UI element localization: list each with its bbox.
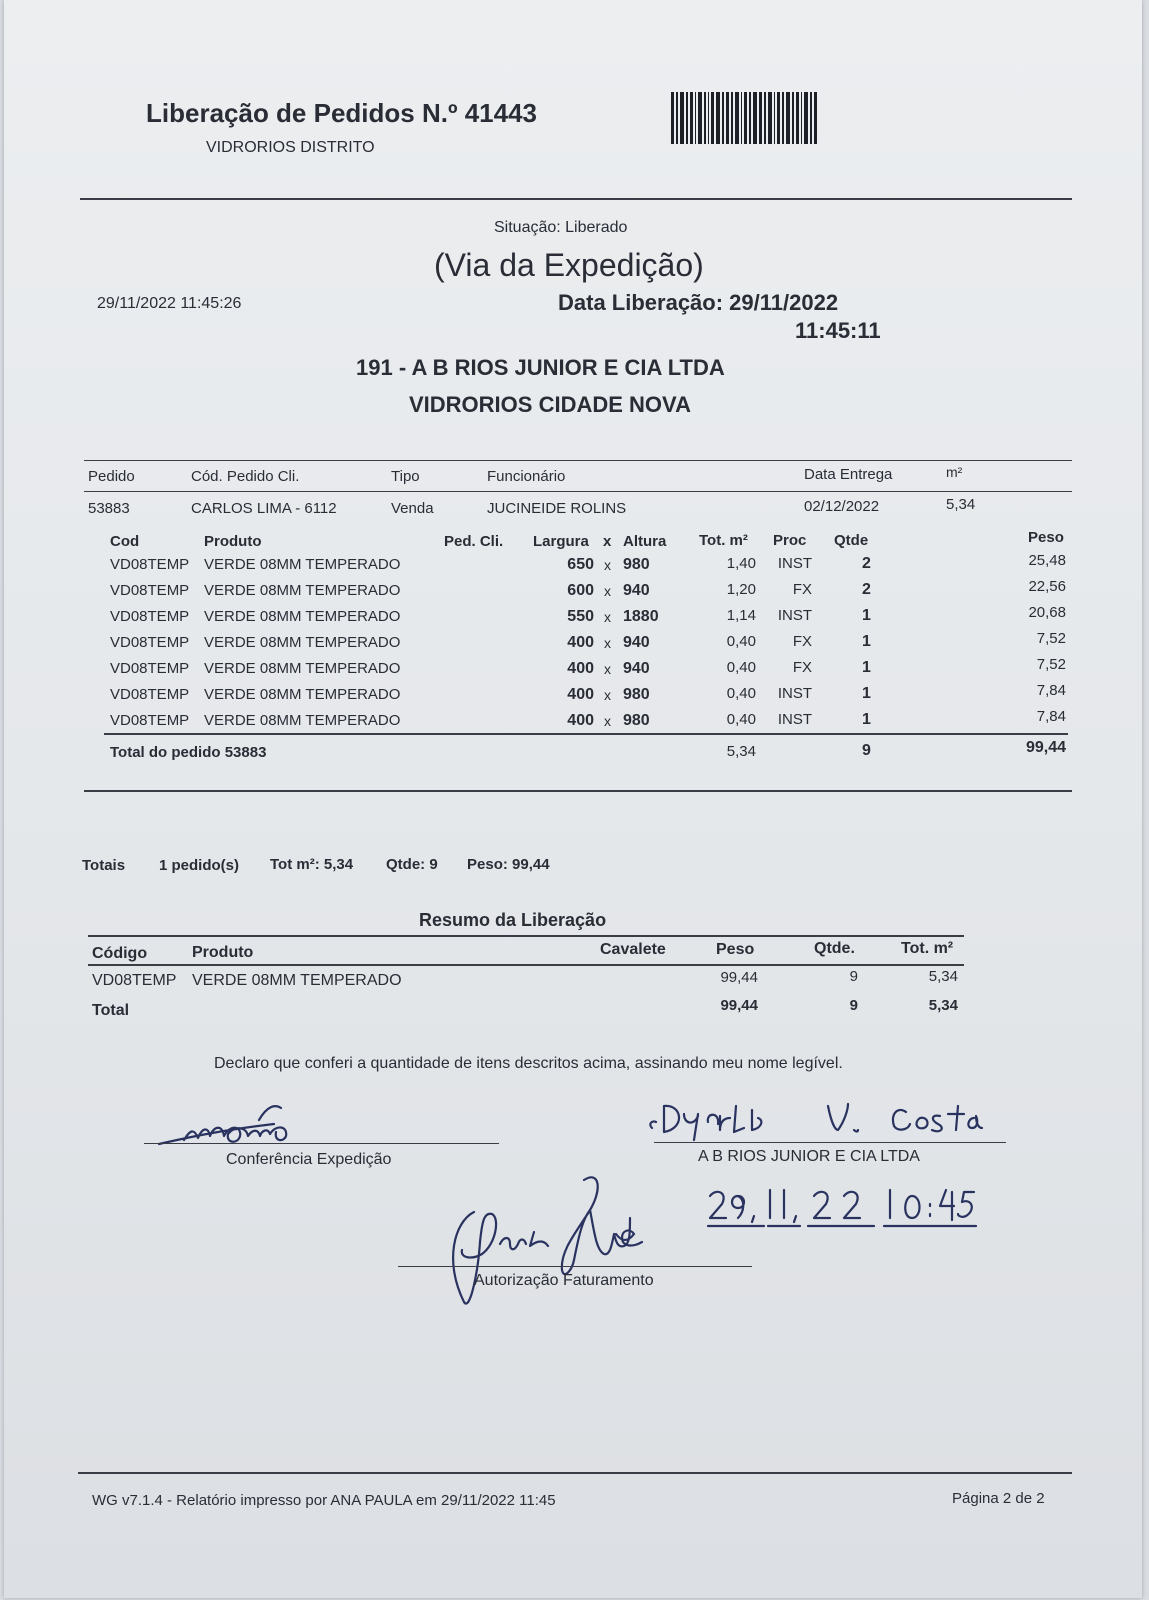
autorizacao-signature-line	[398, 1266, 752, 1267]
item-peso: 22,56	[1028, 578, 1066, 595]
item-largura: 400	[567, 686, 594, 703]
order-header-rule	[84, 491, 1072, 492]
via-title: (Via da Expedição)	[434, 247, 704, 283]
items-total-rule	[104, 733, 1068, 735]
item-proc: INST	[777, 607, 812, 624]
order-table-top-rule	[84, 460, 1072, 461]
item-x: x	[604, 609, 611, 625]
item-altura: 940	[623, 660, 650, 677]
footer-page-number: Página 2 de 2	[952, 1490, 1045, 1507]
item-altura: 980	[623, 556, 650, 573]
col-header-data-entrega: Data Entrega	[804, 466, 893, 483]
data-liberacao-time: 11:45:11	[795, 318, 881, 343]
col-header-cod-pedido-cli: Cód. Pedido Cli.	[191, 468, 300, 485]
conferencia-label: Conferência Expedição	[226, 1151, 392, 1168]
document-page	[4, 0, 1142, 1598]
item-cod: VD08TEMP	[110, 660, 190, 677]
items-total-label: Total do pedido 53883	[110, 744, 267, 761]
item-cod: VD08TEMP	[110, 634, 190, 651]
item-produto: VERDE 08MM TEMPERADO	[204, 686, 401, 703]
items-section-bottom-rule	[84, 790, 1072, 792]
items-header-tot-m2: Tot. m²	[699, 532, 748, 549]
item-qtde: 2	[862, 555, 871, 572]
item-produto: VERDE 08MM TEMPERADO	[204, 608, 401, 625]
item-largura: 400	[567, 634, 594, 651]
summary-row-tot-m2: 5,34	[928, 968, 958, 985]
item-altura: 1880	[623, 608, 659, 625]
item-tot-m2: 1,20	[726, 581, 756, 598]
item-qtde: 1	[862, 633, 871, 650]
item-altura: 940	[623, 634, 650, 651]
summary-row-codigo: VD08TEMP	[92, 972, 177, 989]
item-proc: INST	[777, 711, 812, 728]
header-divider	[80, 198, 1072, 200]
item-tot-m2: 0,40	[726, 711, 756, 728]
item-largura: 400	[567, 660, 594, 677]
summary-row-produto: VERDE 08MM TEMPERADO	[192, 972, 402, 989]
item-peso: 7,84	[1036, 708, 1066, 725]
item-peso: 7,52	[1036, 630, 1066, 647]
items-header-largura: Largura	[533, 533, 589, 550]
barcode-image	[671, 92, 846, 144]
summary-top-rule	[88, 935, 964, 937]
item-tot-m2: 0,40	[726, 659, 756, 676]
item-largura: 550	[567, 608, 594, 625]
item-cod: VD08TEMP	[110, 712, 190, 729]
item-qtde: 1	[862, 607, 871, 624]
item-cod: VD08TEMP	[110, 556, 190, 573]
conferencia-signature-line	[144, 1143, 499, 1144]
item-qtde: 1	[862, 659, 871, 676]
cliente-label: A B RIOS JUNIOR E CIA LTDA	[698, 1148, 920, 1165]
summary-row-qtde: 9	[849, 968, 858, 985]
item-qtde: 1	[862, 711, 871, 728]
item-produto: VERDE 08MM TEMPERADO	[204, 660, 401, 677]
order-cod-pedido-cli: CARLOS LIMA - 6112	[191, 500, 337, 517]
item-tot-m2: 1,40	[726, 555, 756, 572]
items-header-cod: Cod	[110, 533, 140, 550]
col-header-funcionario: Funcionário	[487, 468, 566, 485]
item-x: x	[604, 713, 611, 729]
totals-pedidos: 1 pedido(s)	[159, 857, 240, 874]
item-altura: 980	[623, 712, 650, 729]
item-produto: VERDE 08MM TEMPERADO	[204, 582, 401, 599]
item-qtde: 2	[862, 581, 871, 598]
situacao-text: Situação: Liberado	[494, 219, 628, 236]
items-total-tot-m2: 5,34	[726, 743, 756, 760]
summary-header-cavalete: Cavalete	[600, 941, 666, 958]
summary-total-tot-m2: 5,34	[928, 997, 958, 1014]
item-altura: 980	[623, 686, 650, 703]
item-proc: FX	[792, 581, 812, 598]
items-total-qtde: 9	[862, 742, 871, 759]
order-data-entrega: 02/12/2022	[804, 498, 880, 515]
item-cod: VD08TEMP	[110, 582, 190, 599]
item-tot-m2: 0,40	[726, 685, 756, 702]
summary-title: Resumo da Liberação	[419, 910, 607, 930]
items-total-peso: 99,44	[1025, 739, 1066, 756]
autorizacao-signature	[434, 1170, 664, 1315]
item-peso: 7,84	[1036, 682, 1066, 699]
items-header-qtde: Qtde	[834, 532, 869, 549]
item-tot-m2: 0,40	[726, 633, 756, 650]
declaration-text: Declaro que conferi a quantidade de itens descritos acima, assinando meu nome legível.	[214, 1055, 843, 1072]
item-x: x	[604, 687, 611, 703]
summary-total-peso: 99,44	[720, 997, 758, 1014]
item-proc: INST	[777, 685, 812, 702]
col-header-tipo: Tipo	[391, 468, 420, 485]
item-largura: 650	[567, 556, 594, 573]
summary-header-produto: Produto	[192, 944, 254, 961]
item-tot-m2: 1,14	[726, 607, 756, 624]
summary-row-peso: 99,44	[720, 969, 758, 986]
document-title: Liberação de Pedidos N.º 41443	[146, 98, 537, 128]
item-cod: VD08TEMP	[110, 686, 190, 703]
col-header-m2: m²	[946, 464, 963, 480]
totals-label: Totais	[82, 857, 126, 874]
item-altura: 940	[623, 582, 650, 599]
summary-header-qtde: Qtde.	[814, 940, 855, 957]
items-header-altura: Altura	[623, 533, 667, 550]
item-x: x	[604, 661, 611, 677]
totals-tot-m2: Tot m²: 5,34	[270, 856, 354, 873]
item-x: x	[604, 635, 611, 651]
order-tipo: Venda	[391, 500, 434, 517]
autorizacao-label: Autorização Faturamento	[474, 1272, 654, 1289]
item-largura: 400	[567, 712, 594, 729]
item-x: x	[604, 557, 611, 573]
item-cod: VD08TEMP	[110, 608, 190, 625]
totals-qtde: Qtde: 9	[386, 856, 438, 873]
item-peso: 25,48	[1028, 552, 1066, 569]
footer-printed-by: WG v7.1.4 - Relatório impresso por ANA PAULA em 29/11/2022 11:45	[92, 1492, 556, 1509]
item-peso: 7,52	[1036, 656, 1066, 673]
summary-header-rule	[88, 964, 964, 966]
items-header-x: x	[603, 533, 612, 550]
order-m2: 5,34	[946, 496, 976, 513]
summary-header-peso: Peso	[716, 941, 755, 958]
items-header-proc: Proc	[773, 532, 807, 549]
company-subtitle: VIDRORIOS DISTRITO	[206, 139, 375, 156]
order-funcionario: JUCINEIDE ROLINS	[487, 500, 627, 517]
item-proc: INST	[777, 555, 812, 572]
item-qtde: 1	[862, 685, 871, 702]
item-proc: FX	[792, 633, 812, 650]
summary-total-qtde: 9	[849, 997, 858, 1014]
printed-timestamp: 29/11/2022 11:45:26	[97, 295, 242, 312]
footer-rule	[78, 1472, 1072, 1474]
cliente-signature	[644, 1092, 994, 1144]
item-produto: VERDE 08MM TEMPERADO	[204, 712, 401, 729]
summary-header-tot-m2: Tot. m²	[901, 940, 954, 957]
cliente-signature-line	[654, 1142, 1006, 1143]
client-store: VIDRORIOS CIDADE NOVA	[409, 392, 691, 417]
item-largura: 600	[567, 582, 594, 599]
totals-peso: Peso: 99,44	[467, 856, 550, 873]
order-pedido: 53883	[88, 500, 130, 517]
items-header-peso: Peso	[1028, 529, 1064, 546]
data-liberacao: Data Liberação: 29/11/2022	[558, 290, 839, 315]
summary-total-label: Total	[92, 1002, 130, 1019]
handwritten-date	[704, 1182, 984, 1232]
item-proc: FX	[792, 659, 812, 676]
item-peso: 20,68	[1028, 604, 1066, 621]
item-x: x	[604, 583, 611, 599]
col-header-pedido: Pedido	[88, 468, 135, 485]
items-header-ped-cli: Ped. Cli.	[444, 533, 504, 550]
summary-header-codigo: Código	[92, 945, 148, 962]
item-produto: VERDE 08MM TEMPERADO	[204, 634, 401, 651]
items-header-produto: Produto	[204, 533, 262, 550]
client-name: 191 - A B RIOS JUNIOR E CIA LTDA	[356, 355, 725, 380]
item-produto: VERDE 08MM TEMPERADO	[204, 556, 401, 573]
